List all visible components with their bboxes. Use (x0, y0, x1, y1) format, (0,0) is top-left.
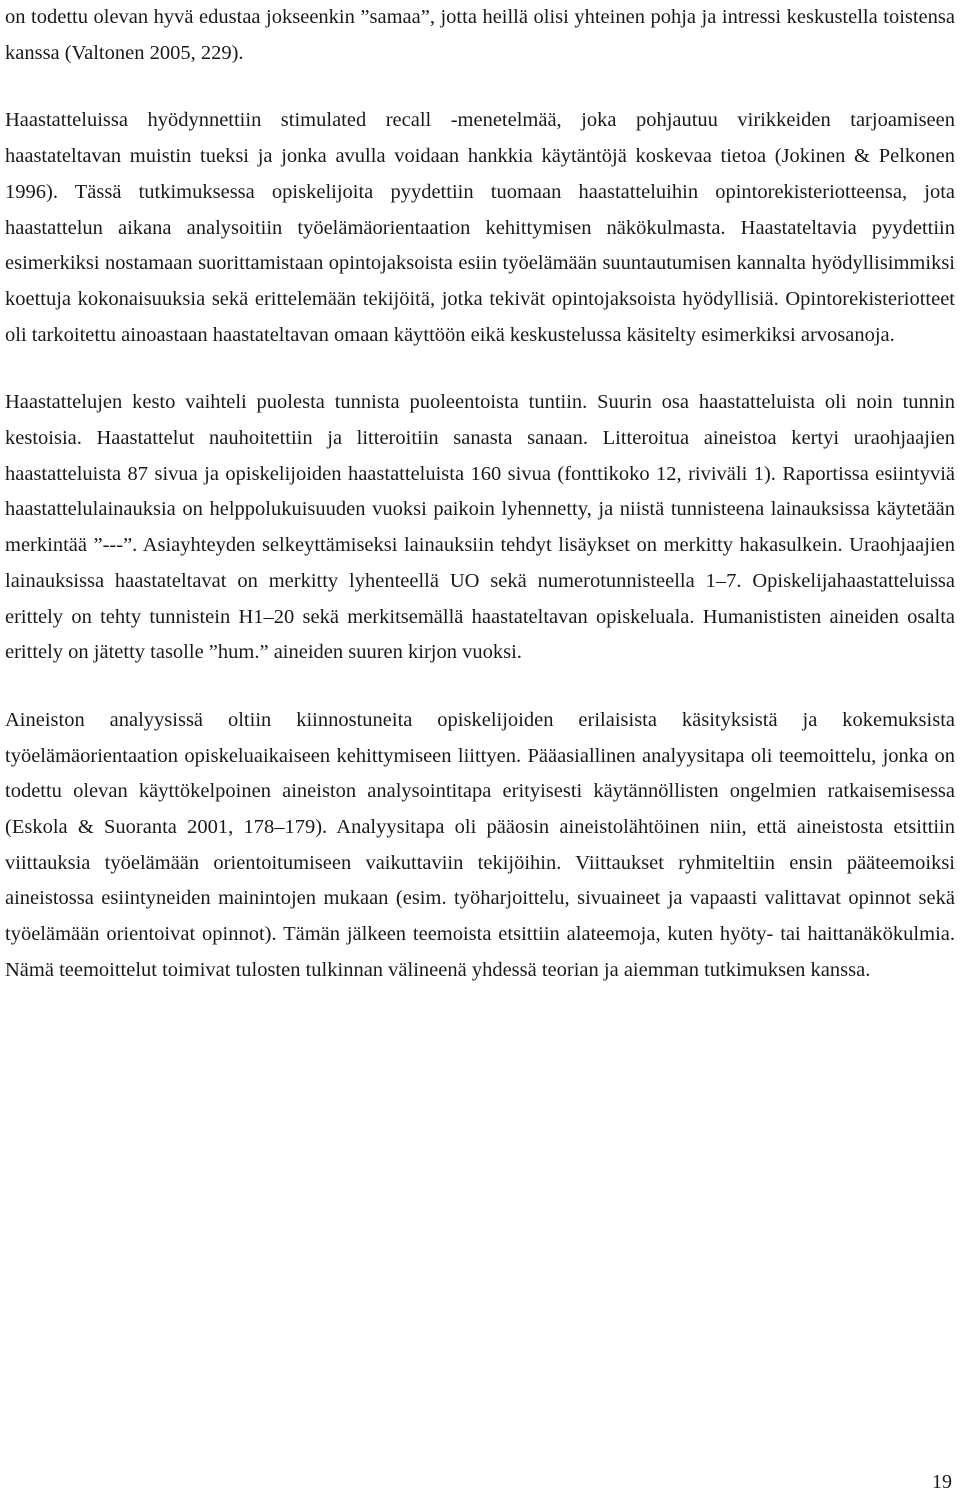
page-number: 19 (932, 1471, 952, 1493)
paragraph-1: on todettu olevan hyvä edustaa jokseenkin ”samaa”, jotta heillä olisi yhteinen pohja ja intressi keskustella toistensa kanssa (Valtonen 2005, 229). (5, 6, 955, 64)
paragraph-2: Haastatteluissa hyödynnettiin stimulated recall -menetelmää, joka pohjautuu virikkeiden tarjoamiseen haastateltavan muistin tueksi ja jonka avulla voidaan hankkia käytäntöjä koskevaa tietoa (Jokinen & Pelkonen 1996). Tässä tutkimuksessa opiskelijoita pyydettiin tuomaan haastatteluihin opintorekisteriotteensa, jota haastattelun aikana analysoitiin työelämäorientaation kehittymisen näkökulmasta. Haastateltavia pyydettiin esimerkiksi nostamaan suorittamistaan opintojaksoista esiin työelämään suuntautumisen kannalta hyödyllisimmiksi koettuja kokonaisuuksia sekä erittelemään tekijöitä, jotka tekivät opintojaksoista hyödyllisiä. Opintorekisteriotteet oli tarkoitettu ainoastaan haastateltavan omaan käyttöön eikä keskustelussa käsitelty esimerkiksi arvosanoja. (5, 109, 955, 346)
paragraph-4: Aineiston analyysissä oltiin kiinnostuneita opiskelijoiden erilaisista käsityksistä ja kokemuksista työelämäorientaation opiskeluaikaiseen kehittymiseen liittyen. Pääasiallinen analyysitapa oli teemoittelu, jonka on todettu olevan käyttökelpoinen aineiston analysointitapa erityisesti käytännöllisten ongelmien ratkaisemisessa (Eskola & Suoranta 2001, 178–179). Analyysitapa oli pääosin aineistolähtöinen niin, että aineistosta etsittiin viittauksia työelämään orientoitumiseen vaikuttaviin tekijöihin. Viittaukset ryhmiteltiin ensin pääteemoiksi aineistossa esiintyneiden mainintojen mukaan (esim. työharjoittelu, sivuaineet ja vapaasti valittavat opinnot sekä työelämään orientoivat opinnot). Tämän jälkeen teemoista etsittiin alateemoja, kuten hyöty- tai haittanäkökulmia. Nämä teemoittelut toimivat tulosten tulkinnan välineenä yhdessä teorian ja aiemman tutkimuksen kanssa. (5, 708, 955, 981)
paragraph-3: Haastattelujen kesto vaihteli puolesta tunnista puoleentoista tuntiin. Suurin osa haastatteluista oli noin tunnin kestoisia. Haastattelut nauhoitettiin ja litteroitiin sanasta sanaan. Litteroitua aineistoa kertyi uraohjaajien haastatteluista 87 sivua ja opiskelijoiden haastatteluista 160 sivua (fonttikoko 12, riviväli 1). Raportissa esiintyviä haastattelulainauksia on helppolukuisuuden vuoksi paikoin lyhennetty, ja niistä tunnisteena lainauksissa käytetään merkintää ”---”. Asiayhteyden selkeyttämiseksi lainauksiin tehdyt lisäykset on merkitty hakasulkein. Uraohjaajien lainauksissa haastateltavat on merkitty lyhenteellä UO sekä numerotunnisteella 1–7. Opiskelijahaastatteluissa erittely on tehty tunnistein H1–20 sekä merkitsemällä haastateltavan opiskeluala. Humanististen aineiden osalta erittely on jätetty tasolle ”hum.” aineiden suuren kirjon vuoksi. (5, 391, 955, 664)
document-page (5, 0, 955, 989)
